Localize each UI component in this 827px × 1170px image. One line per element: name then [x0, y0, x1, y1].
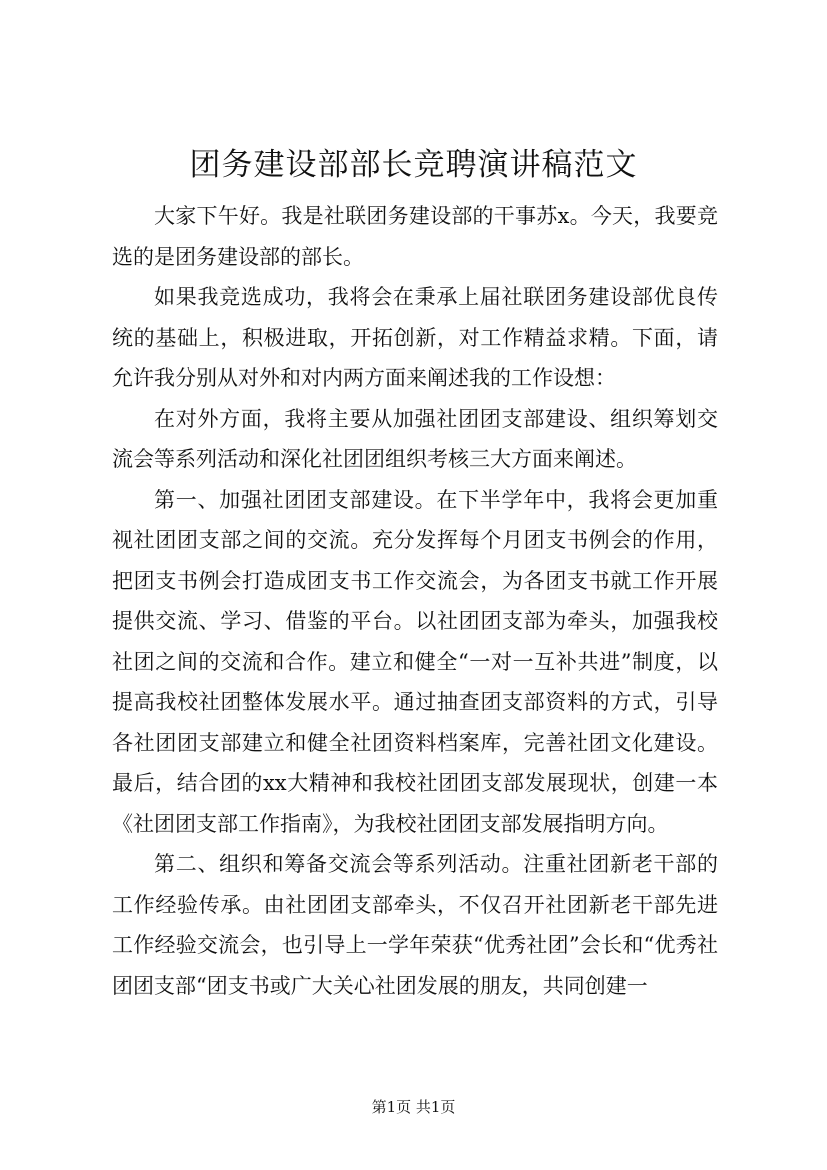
- paragraph-point-one: 第一、加强社团团支部建设。在下半学年中，我将会更加重视社团团支部之间的交流。充分发挥每个月团支书例会的作用，把团支书例会打造成团支书工作交流会，为各团支书就工作开展提供交流、学习、借鉴的平台。以社团团支部为牵头，加强我校社团之间的交流和合作。建立和健全“一对一互补共进”制度，以提高我校社团整体发展水平。通过抽查团支部资料的方式，引导各社团团支部建立和健全社团资料档案库，完善社团文化建设。最后，结合团的xx大精神和我校社团团支部发展现状，创建一本《社团团支部工作指南》，为我校社团团支部发展指明方向。: [112, 487, 718, 836]
- paragraph-point-two: 第二、组织和筹备交流会等系列活动。注重社团新老干部的工作经验传承。由社团团支部牵头，不仅召开社团新老干部先进工作经验交流会，也引导上一学年荣获“优秀社团”会长和“优秀社团团支部“团支书或广大关心社团发展的朋友，共同创建一: [112, 852, 718, 998]
- paragraph-greeting: 大家下午好。我是社联团务建设部的干事苏x。今天，我要竞选的是团务建设部的部长。: [112, 204, 718, 269]
- paragraph-external-overview: 在对外方面，我将主要从加强社团团支部建设、组织筹划交流会等系列活动和深化社团团组织考核三大方面来阐述。: [112, 406, 718, 471]
- document-body: [112, 196, 718, 1006]
- document-title: 团务建设部部长竞聘演讲稿范文: [189, 147, 638, 183]
- paragraph-intro: 如果我竞选成功，我将会在秉承上届社联团务建设部优良传统的基础上，积极进取，开拓创新，对工作精益求精。下面，请允许我分别从对外和对内两方面来阐述我的工作设想：: [112, 285, 718, 390]
- page-footer: 第1页 共1页: [371, 1098, 456, 1116]
